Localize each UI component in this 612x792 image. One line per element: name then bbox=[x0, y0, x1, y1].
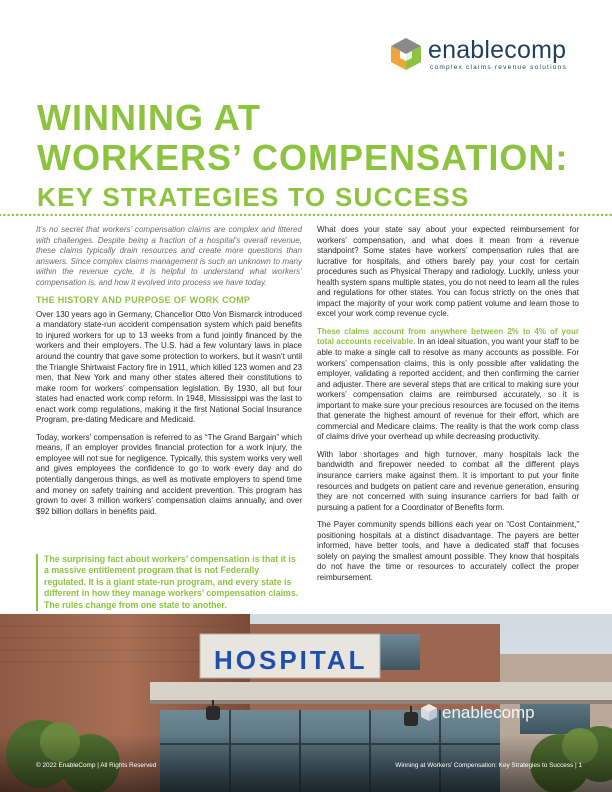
right-paragraph-1: What does your state say about your expected reimbursement for workers’ compensation, and what does it mean from a revenue standpoint? Some states have workers’ compensation rules that are lucrative for hospitals, and others barely pay your cost for certain procedures such as Physical Therapy and radiology. Luckily, unless your health system spans multiple states, you do not need to learn all the rules and regulations for other states. You can focus strictly on the ones that impact the majority of your work comp patient volume and learn those to excel your work comp revenue cycle. bbox=[317, 225, 579, 319]
hospital-sign-text: HOSPITAL bbox=[214, 645, 368, 675]
dotted-divider bbox=[0, 212, 612, 218]
right-paragraph-3: With labor shortages and high turnover, many hospitals lack the bandwidth and firepower needed to combat all the different plays insurance carriers make against them. It is important to put your finite resources and budgets on patient care and revenue generation, ensuring they are not concerned with suing insurance carriers for bad faith or pursuing a patient for a Coordinator of Benefits form. bbox=[317, 449, 579, 512]
right-paragraph-2-text: In an ideal situation, you want your staff to be able to make a single call to resolve as many accounts as possible. For workers’ compensation claims, this is only possible after validating the employer, validating a reported accident, and then confirming the carrier and adjuster. There are several steps that are critical to making sure your workers’ compensation claims are reimbursed accurately, so it is important to make sure your precious resources are focused on the items that generate the highest amount of revenue for their effort, which are commercial and Medicare claims. The reality is that the work comp class of claims drive your overhead up while decreasing productivity. bbox=[317, 337, 580, 442]
right-paragraph-2 bbox=[317, 327, 579, 443]
title-line-1: WINNING AT bbox=[37, 97, 261, 138]
title-line-3: KEY STRATEGIES TO SUCCESS bbox=[37, 182, 470, 212]
logo-wordmark: enablecomp bbox=[428, 36, 567, 64]
highlight-statement: These claims account from anywhere between 2% to 4% of your total accounts receivable. bbox=[317, 326, 579, 347]
history-paragraph-2: Today, workers’ compensation is referred to as “The Grand Bargain” which means, if an employer provides financial protection for a work injury, the employee will not sue for negligence. Typically, this system works very well and gives employees the confidence to go to work every day and do potentially dangerous things, as well as motivate employers to spend time and money on safety training and accident prevention. This program has grown to over 3 million workers’ compensation claims annually, and over $92 billion dollars in benefits paid. bbox=[36, 432, 302, 516]
footer-page-label: Winning at Workers’ Compensation: Key Strategies to Success | 1 bbox=[395, 762, 582, 769]
section-heading: THE HISTORY AND PURPOSE OF WORK COMP bbox=[36, 295, 251, 306]
photo-watermark-logo: enablecomp bbox=[442, 703, 535, 722]
callout-quote: The surprising fact about workers’ compensation is that it is a massive entitlement program that is not Federally regulated. It is a giant state-run program, and every state is different in how they manage workers’ compensation claims. The rules change from one state to another. bbox=[36, 554, 302, 611]
right-paragraph-4: The Payer community spends billions each year on “Cost Containment,” positioning hospitals at a distinct disadvantage. The payers are better informed, have better tools, and have a dedicated staff that focuses solely on paying the smallest amount possible. They know that hospitals do not have the time or resources to accurately collect the proper reimbursement. bbox=[317, 520, 579, 582]
enablecomp-logo bbox=[388, 34, 588, 74]
intro-paragraph: It’s no secret that workers’ compensation claims are complex and littered with challenges. Despite being a fraction of a hospital’s overall revenue, these claims typically drain resources and create more questions than answers. Since complex claims management is such an unknown to many within the revenue cycle, it is helpful to understand what workers’ compensation is, and how it evolved into process we have today. bbox=[36, 225, 302, 287]
footer-copyright: © 2022 EnableComp | All Rights Reserved bbox=[36, 762, 157, 769]
logo-tagline: complex claims revenue solutions bbox=[430, 64, 567, 71]
left-column bbox=[36, 225, 302, 524]
page-title bbox=[37, 98, 597, 213]
history-paragraph-1: Over 130 years ago in Germany, Chancellor Otto Von Bismarck introduced a mandatory state-run accident compensation system which paid benefits to injured workers for up to 13 weeks from a fund jointly financed by the workers and their employers. The U.S. had a few voluntary laws in place around the country that gave some protection to workers, but it wasn’t until the Triangle Shirtwaist Factory fire in 1911, which killed 123 women and 23 men, that New York and many other states altered their constitutions to make room for workers’ compensation legislation. By 1930, all but four states had enacted work comp reform. In 1948, Mississippi was the last to enact work comp regulations, making it the first National Social Insurance Program, pre-dating Medicare and Medicaid. bbox=[36, 309, 302, 425]
enablecomp-logo-icon bbox=[388, 36, 424, 72]
title-line-2: WORKERS’ COMPENSATION: bbox=[37, 137, 569, 178]
right-column bbox=[317, 225, 579, 591]
